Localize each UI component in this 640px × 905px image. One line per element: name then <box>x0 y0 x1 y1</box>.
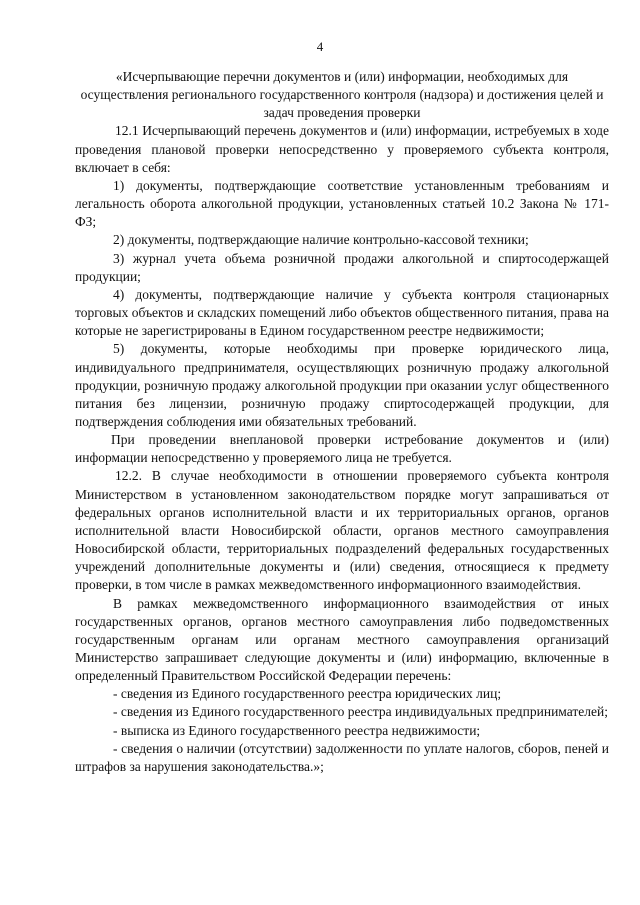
paragraph-12-2: 12.2. В случае необходимости в отношении проверяемого субъекта контроля Министерством в установленном законодательством порядке могут запрашиваться от федеральных органов исполнительной власти и их территориальных органов, органов исполнительной власти Новосибирской области, органов местного самоуправления Новосибирской области, территориальных подразделений федеральных государственных учреждений дополнительные документы и (или) сведения, относящиеся к предмету проверки, в том числе в рамках межведомственного информационного взаимодействия. <box>75 468 609 593</box>
list-item-5: 5) документы, которые необходимы при проверке юридического лица, индивидуального предпринимателя, осуществляющих розничную продажу алкогольной продукции, розничную продажу алкогольной продукции при оказании услуг общественного питания без лицензии, розничную продажу спиртосодержащей продукции, для подтверждения соблюдения ими обязательных требований. <box>75 341 609 429</box>
list-dash-item-2: - сведения из Единого государственного реестра индивидуальных предпринимателей; <box>113 704 608 720</box>
list-item-1: 1) документы, подтверждающие соответствие установленным требованиям и легальность оборота алкогольной продукции, установленных статьей 10.2 Закона № 171-ФЗ; <box>75 177 609 230</box>
page-number: 4 <box>316 39 324 54</box>
paragraph-unscheduled-inspection: При проведении внеплановой проверки истребование документов и (или) информации непосредственно у проверяемого лица не требуется. <box>75 432 609 466</box>
list-item-4: 4) документы, подтверждающие наличие у субъекта контроля стационарных торговых объектов и складских помещений либо объектов общественного питания, права на которые не зарегистрированы в Едином государственном реестре недвижимости; <box>75 286 609 339</box>
list-item-2: 2) документы, подтверждающие наличие контрольно-кассовой техники; <box>113 232 529 248</box>
list-dash-item-4: - сведения о наличии (отсутствии) задолженности по уплате налогов, сборов, пеней и штрафов за нарушения законодательства.»; <box>75 740 609 774</box>
list-item-3: 3) журнал учета объема розничной продажи алкогольной и спиртосодержащей продукции; <box>75 250 609 284</box>
section-title: «Исчерпывающие перечни документов и (или) информации, необходимых для осуществления регионального государственного контроля (надзора) и достижения целей и задач проведения проверки <box>80 69 604 121</box>
list-dash-item-1: - сведения из Единого государственного реестра юридических лиц; <box>113 686 502 702</box>
document-body <box>75 68 609 776</box>
paragraph-12-1: 12.1 Исчерпывающий перечень документов и (или) информации, истребуемых в ходе проведения плановой проверки непосредственно у проверяемого субъекта контроля, включает в себя: <box>75 123 609 175</box>
list-dash-item-3: - выписка из Единого государственного реестра недвижимости; <box>113 722 481 738</box>
paragraph-interagency: В рамках межведомственного информационного взаимодействия от иных государственных органов, органов местного самоуправления либо подведомственных государственным органам или органам местного самоуправления организаций Министерство запрашивает следующие документы и (или) информацию, включенные в определенный Правительством Российской Федерации перечень: <box>75 595 609 684</box>
